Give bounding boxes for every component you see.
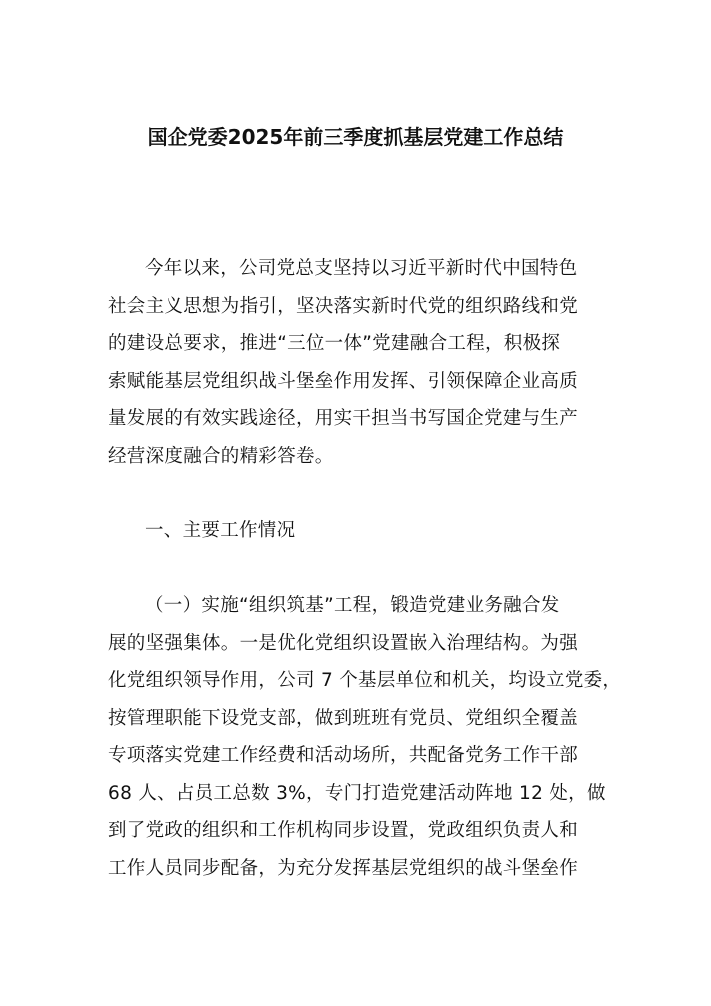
document-title: 国企党委2025年前三季度抓基层党建工作总结 xyxy=(147,125,564,149)
paragraph-line: 的建设总要求，推进“三位一体”党建融合工程，积极探 xyxy=(108,333,561,354)
paragraph-line: 展的坚强集体。一是优化党组织设置嵌入治理结构。为强 xyxy=(108,632,579,654)
paragraph-line: 量发展的有效实践途径，用实干担当书写国企党建与生产 xyxy=(108,408,579,429)
paragraph-line: 化党组织领导作用，公司 7 个基层单位和机关，均设立党委， xyxy=(108,670,622,691)
paragraph-line: 专项落实党建工作经费和活动场所，共配备党务工作干部 xyxy=(108,745,579,766)
section-1-paragraph xyxy=(108,587,622,887)
paragraph-line: 今年以来，公司党总支坚持以习近平新时代中国特色 xyxy=(145,258,578,279)
paragraph-line: 到了党政的组织和工作机构同步设置，党政组织负责人和 xyxy=(108,820,579,841)
paragraph-line: 按管理职能下设党支部，做到班班有党员、党组织全覆盖 xyxy=(108,707,579,729)
paragraph-line: 68 人、占员工总数 3%，专门打造党建活动阵地 12 处，做 xyxy=(108,782,606,804)
section-heading-text: 一、主要工作情况 xyxy=(145,520,296,541)
intro-paragraph xyxy=(108,250,608,475)
paragraph-line: 索赋能基层党组织战斗堡垒作用发挥、引领保障企业高质 xyxy=(108,370,579,392)
paragraph-line: 社会主义思想为指引，坚决落实新时代党的组织路线和党 xyxy=(108,295,579,317)
paragraph-line: 工作人员同步配备，为充分发挥基层党组织的战斗堡垒作 xyxy=(108,857,579,879)
section-heading xyxy=(108,512,608,550)
paragraph-line: （一）实施“组织筑基”工程，锻造党建业务融合发 xyxy=(145,595,560,616)
paragraph-line: 经营深度融合的精彩答卷。 xyxy=(108,445,334,467)
